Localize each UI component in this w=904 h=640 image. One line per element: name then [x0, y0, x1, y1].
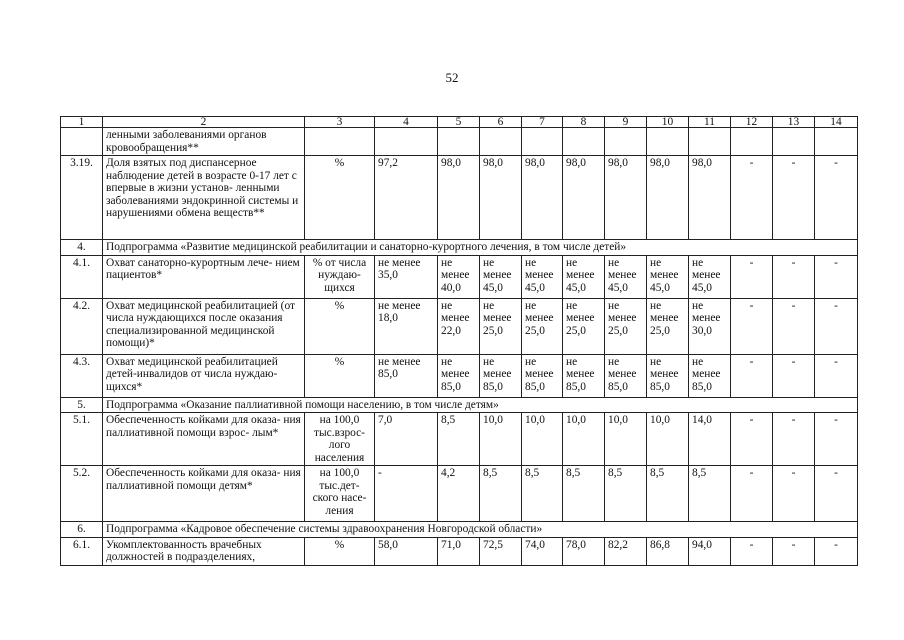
indicator-name: Доля взятых под диспансерное наблюдение детей в возрасте 0-17 лет с впервые в жизни установ- ленными заболеваниями эндокринной системы и нарушениями обмена веществ** [103, 156, 305, 240]
value-cell [563, 128, 605, 156]
value-cell: 98,0 [647, 156, 689, 240]
indicator-name: Укомплектованность врачебных должностей в подразделениях, [103, 537, 305, 565]
value-cell: - [731, 156, 773, 240]
value-cell: - [773, 466, 815, 522]
indicator-name: Охват медицинской реабилитацией (от числа нуждающихся после оказания специализированной медицинской помощи)* [103, 298, 305, 354]
value-cell: - [731, 466, 773, 522]
value-cell [438, 128, 480, 156]
row-number: 5.2. [61, 466, 103, 522]
indicator-name: Обеспеченность койками для оказа- ния паллиативной помощи взрос- лым* [103, 413, 305, 466]
value-cell [773, 128, 815, 156]
value-cell: не менее 25,0 [605, 298, 647, 354]
unit-cell: % [305, 354, 375, 397]
value-cell: - [815, 354, 858, 397]
column-header: 1 [61, 117, 103, 128]
value-cell: не менее 45,0 [605, 255, 647, 298]
indicator-name: Охват медицинской реабилитацией детей-инвалидов от числа нуждаю- щихся* [103, 354, 305, 397]
value-cell: не менее 18,0 [375, 298, 438, 354]
value-cell: - [773, 413, 815, 466]
value-cell: не менее 25,0 [522, 298, 563, 354]
unit-cell: на 100,0 тыс.дет- ского насе- ления [305, 466, 375, 522]
value-cell: не менее 85,0 [375, 354, 438, 397]
indicators-table [60, 116, 858, 566]
table-row [61, 156, 858, 240]
value-cell: - [815, 413, 858, 466]
indicator-name: Охват санаторно-курортным лече- нием пациентов* [103, 255, 305, 298]
value-cell: не менее 45,0 [647, 255, 689, 298]
section-row [61, 240, 858, 256]
value-cell: не менее 85,0 [647, 354, 689, 397]
value-cell: не менее 45,0 [522, 255, 563, 298]
value-cell: - [815, 466, 858, 522]
value-cell [647, 128, 689, 156]
value-cell: - [731, 255, 773, 298]
value-cell [689, 128, 731, 156]
value-cell: - [731, 354, 773, 397]
table-row [61, 298, 858, 354]
value-cell: - [731, 298, 773, 354]
column-header: 3 [305, 117, 375, 128]
unit-cell: % [305, 298, 375, 354]
row-number: 3.19. [61, 156, 103, 240]
row-number: 4.1. [61, 255, 103, 298]
row-number: 6.1. [61, 537, 103, 565]
value-cell: 78,0 [563, 537, 605, 565]
value-cell: 97,2 [375, 156, 438, 240]
page-number: 52 [445, 70, 459, 85]
value-cell: 10,0 [647, 413, 689, 466]
unit-cell: % [305, 156, 375, 240]
value-cell: 8,5 [522, 466, 563, 522]
table-row [61, 413, 858, 466]
value-cell: не менее 85,0 [438, 354, 480, 397]
column-header: 13 [773, 117, 815, 128]
value-cell: - [815, 255, 858, 298]
row-number: 4.2. [61, 298, 103, 354]
value-cell: 8,5 [605, 466, 647, 522]
value-cell: не менее 85,0 [689, 354, 731, 397]
value-cell: не менее 25,0 [647, 298, 689, 354]
header-row [61, 117, 858, 128]
value-cell: 82,2 [605, 537, 647, 565]
column-header: 14 [815, 117, 858, 128]
value-cell [375, 128, 438, 156]
section-row [61, 522, 858, 538]
value-cell [731, 128, 773, 156]
section-number: 4. [61, 240, 103, 256]
value-cell: 7,0 [375, 413, 438, 466]
section-title: Подпрограмма «Оказание паллиативной помощи населению, в том числе детям» [103, 397, 858, 413]
column-header: 2 [103, 117, 305, 128]
value-cell: 98,0 [605, 156, 647, 240]
table-row [61, 354, 858, 397]
value-cell: не менее 85,0 [563, 354, 605, 397]
value-cell: - [773, 298, 815, 354]
value-cell: не менее 35,0 [375, 255, 438, 298]
column-header: 11 [689, 117, 731, 128]
unit-cell: % [305, 537, 375, 565]
value-cell: 58,0 [375, 537, 438, 565]
value-cell: 72,5 [480, 537, 522, 565]
value-cell: - [773, 537, 815, 565]
value-cell: не менее 85,0 [605, 354, 647, 397]
value-cell: 8,5 [480, 466, 522, 522]
table-row [61, 537, 858, 565]
value-cell: не менее 45,0 [563, 255, 605, 298]
value-cell: не менее 22,0 [438, 298, 480, 354]
value-cell: не менее 45,0 [689, 255, 731, 298]
value-cell: 98,0 [563, 156, 605, 240]
value-cell: - [375, 466, 438, 522]
value-cell: 98,0 [480, 156, 522, 240]
column-header: 8 [563, 117, 605, 128]
section-title: Подпрограмма «Развитие медицинской реабилитации и санаторно-курортного лечения, в том числе детей» [103, 240, 858, 256]
value-cell: 10,0 [563, 413, 605, 466]
value-cell: - [815, 298, 858, 354]
indicator-name: ленными заболеваниями органов кровообращения** [103, 128, 305, 156]
column-header: 4 [375, 117, 438, 128]
value-cell: 8,5 [438, 413, 480, 466]
value-cell: 98,0 [438, 156, 480, 240]
value-cell: 10,0 [605, 413, 647, 466]
value-cell: - [815, 537, 858, 565]
value-cell: 74,0 [522, 537, 563, 565]
value-cell: 4,2 [438, 466, 480, 522]
unit-cell [305, 128, 375, 156]
value-cell: 14,0 [689, 413, 731, 466]
value-cell [522, 128, 563, 156]
section-title: Подпрограмма «Кадровое обеспечение системы здравоохранения Новгородской области» [103, 522, 858, 538]
indicator-name: Обеспеченность койками для оказа- ния паллиативной помощи детям* [103, 466, 305, 522]
row-number: 5.1. [61, 413, 103, 466]
column-header: 9 [605, 117, 647, 128]
section-row [61, 397, 858, 413]
value-cell: 8,5 [563, 466, 605, 522]
table-row [61, 466, 858, 522]
value-cell: - [773, 255, 815, 298]
table-row [61, 255, 858, 298]
value-cell: не менее 30,0 [689, 298, 731, 354]
value-cell: не менее 85,0 [480, 354, 522, 397]
value-cell: 10,0 [522, 413, 563, 466]
table-row [61, 128, 858, 156]
value-cell: - [773, 156, 815, 240]
value-cell: 10,0 [480, 413, 522, 466]
value-cell [480, 128, 522, 156]
value-cell: не менее 25,0 [563, 298, 605, 354]
value-cell: - [731, 537, 773, 565]
value-cell: 71,0 [438, 537, 480, 565]
value-cell: - [773, 354, 815, 397]
value-cell: - [731, 413, 773, 466]
column-header: 10 [647, 117, 689, 128]
value-cell [815, 128, 858, 156]
value-cell: не менее 40,0 [438, 255, 480, 298]
value-cell: не менее 85,0 [522, 354, 563, 397]
unit-cell: % от числа нуждаю- щихся [305, 255, 375, 298]
value-cell: 86,8 [647, 537, 689, 565]
value-cell: 8,5 [689, 466, 731, 522]
value-cell: - [815, 156, 858, 240]
column-header: 6 [480, 117, 522, 128]
column-header: 5 [438, 117, 480, 128]
value-cell: не менее 25,0 [480, 298, 522, 354]
row-number [61, 128, 103, 156]
value-cell: не менее 45,0 [480, 255, 522, 298]
value-cell: 94,0 [689, 537, 731, 565]
value-cell: 8,5 [647, 466, 689, 522]
row-number: 4.3. [61, 354, 103, 397]
value-cell [605, 128, 647, 156]
unit-cell: на 100,0 тыс.взрос- лого населения [305, 413, 375, 466]
column-header: 7 [522, 117, 563, 128]
value-cell: 98,0 [522, 156, 563, 240]
section-number: 6. [61, 522, 103, 538]
column-header: 12 [731, 117, 773, 128]
section-number: 5. [61, 397, 103, 413]
value-cell: 98,0 [689, 156, 731, 240]
table-body [61, 117, 858, 566]
